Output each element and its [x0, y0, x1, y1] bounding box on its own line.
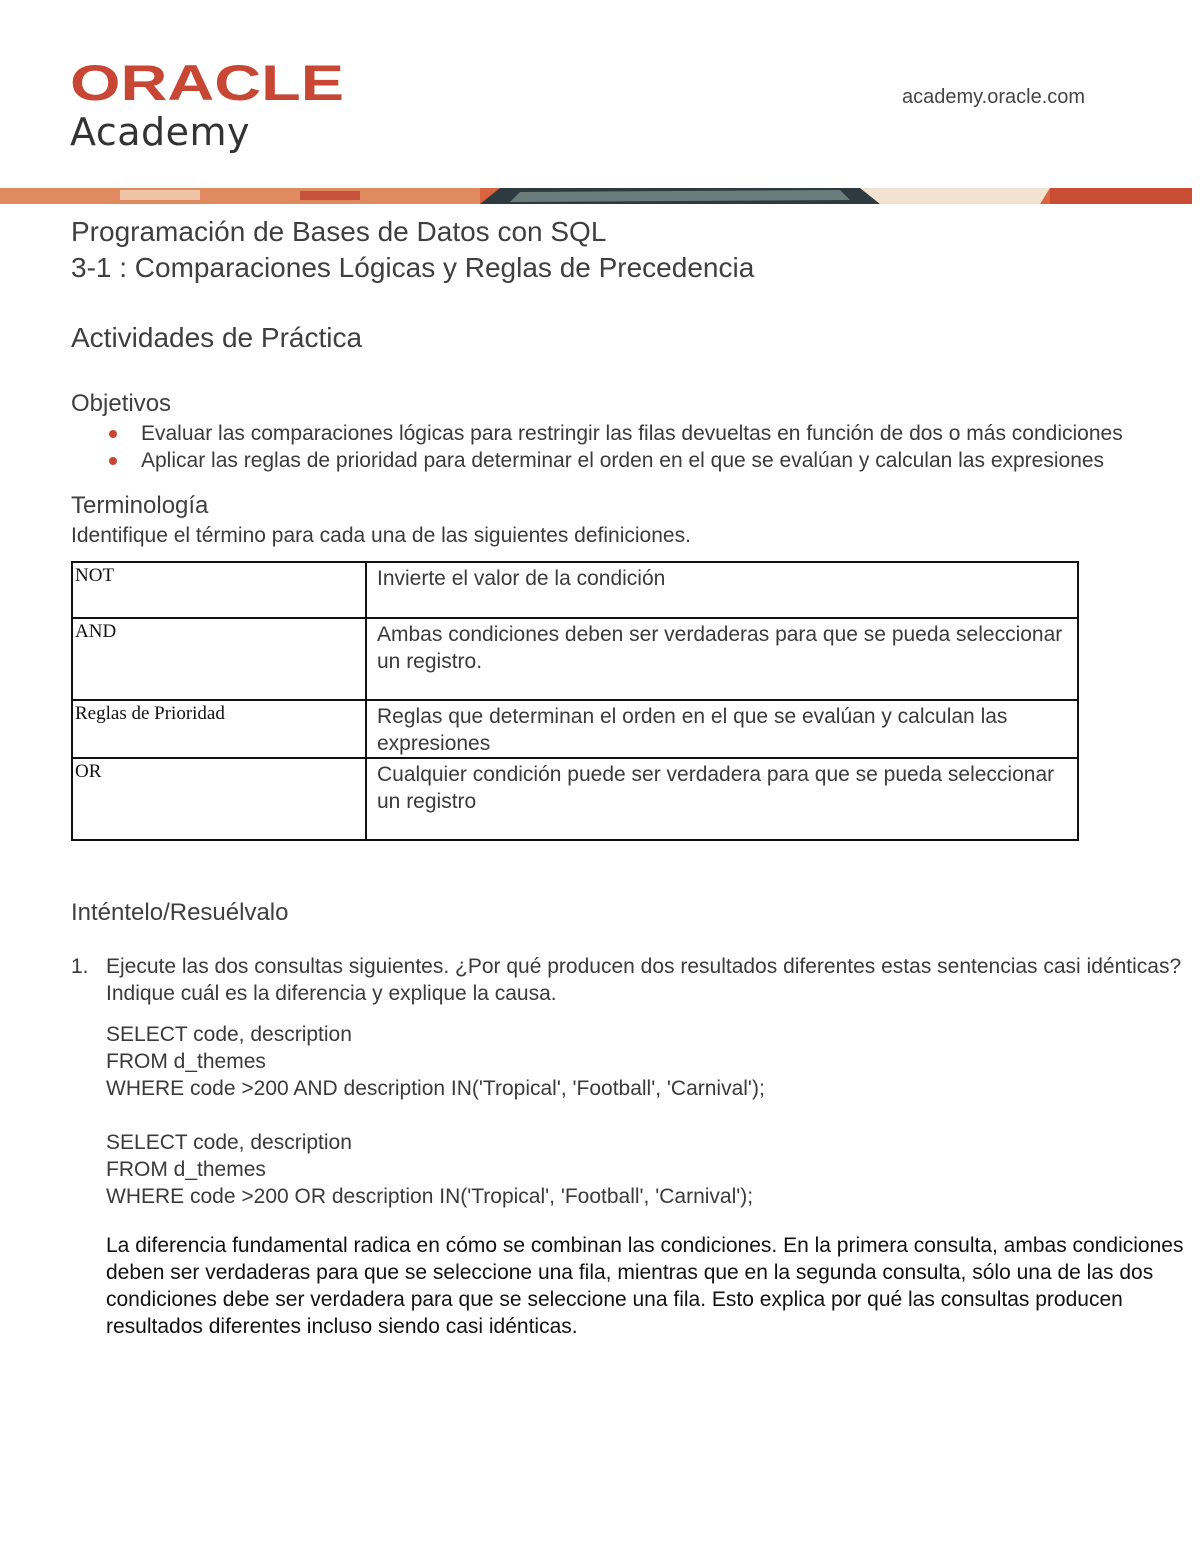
- site-url: academy.oracle.com: [902, 86, 1086, 108]
- lesson-title: 3-1 : Comparaciones Lógicas y Reglas de Precedencia: [71, 252, 755, 283]
- terminology-table: [71, 561, 1079, 841]
- exercise-item: [71, 953, 1186, 1340]
- course-title: Programación de Bases de Datos con SQL: [71, 216, 607, 247]
- objective-item: [71, 447, 1186, 474]
- bullet-icon: [109, 457, 117, 465]
- terminology-intro: Identifique el término para cada una de las siguientes definiciones.: [71, 524, 691, 547]
- table-row: [72, 562, 1078, 618]
- term-cell: Reglas de Prioridad: [72, 700, 366, 758]
- objective-text: Evaluar las comparaciones lógicas para restringir las filas devueltas en función de dos o más condiciones: [141, 422, 1123, 445]
- objective-item: [71, 420, 1186, 447]
- header-banner: [0, 188, 1192, 204]
- definition-cell: Invierte el valor de la condición: [366, 562, 1078, 618]
- objective-text: Aplicar las reglas de prioridad para determinar el orden en el que se evalúan y calculan las expresiones: [141, 449, 1105, 472]
- code-line: WHERE code >200 AND description IN('Tropical', 'Football', 'Carnival');: [106, 1077, 765, 1100]
- definition-cell: Reglas que determinan el orden en el que se evalúan y calculan las expresiones: [366, 700, 1078, 758]
- objectives-title: Objetivos: [71, 390, 172, 417]
- term-cell: OR: [72, 758, 366, 840]
- exercise-number: 1.: [71, 955, 89, 978]
- try-it-title: Inténtelo/Resuélvalo: [71, 899, 289, 926]
- academy-logo-text: Academy: [70, 110, 251, 154]
- term-cell: AND: [72, 618, 366, 700]
- table-row: [72, 700, 1078, 758]
- sql-query-and: [106, 1021, 1186, 1102]
- oracle-logo-text: ORACLE: [70, 60, 344, 104]
- objectives-list: [71, 420, 1186, 474]
- answer-text: La diferencia fundamental radica en cómo se combinan las condiciones. En la primera consulta, ambas condiciones deben ser verdaderas para que se seleccione una fila, mientras que en la segunda consulta, sólo una de las dos condiciones debe ser verdadera para que se seleccione una fila. Esto explica por qué las consultas producen resultados diferentes incluso siendo casi idénticas.: [106, 1234, 1184, 1338]
- code-line: FROM d_themes: [106, 1050, 266, 1073]
- definition-cell: Ambas condiciones deben ser verdaderas para que se pueda seleccionar un registro.: [366, 618, 1078, 700]
- code-line: SELECT code, description: [106, 1023, 352, 1046]
- code-line: SELECT code, description: [106, 1131, 352, 1154]
- term-cell: NOT: [72, 562, 366, 618]
- sql-query-or: [106, 1129, 1186, 1210]
- definition-cell: Cualquier condición puede ser verdadera para que se pueda seleccionar un registro: [366, 758, 1078, 840]
- document-body: [71, 214, 1186, 1340]
- oracle-logo: [70, 60, 346, 104]
- table-row: [72, 618, 1078, 700]
- terminology-title: Terminología: [71, 492, 209, 519]
- exercise-prompt: Ejecute las dos consultas siguientes. ¿Por qué producen dos resultados diferentes estas sentencias casi idénticas? Indique cuál es la diferencia y explique la causa.: [106, 955, 1182, 1005]
- code-line: FROM d_themes: [106, 1158, 266, 1181]
- code-line: WHERE code >200 OR description IN('Tropical', 'Football', 'Carnival');: [106, 1185, 754, 1208]
- table-row: [72, 758, 1078, 840]
- bullet-icon: [109, 430, 117, 438]
- section-title: Actividades de Práctica: [71, 322, 363, 353]
